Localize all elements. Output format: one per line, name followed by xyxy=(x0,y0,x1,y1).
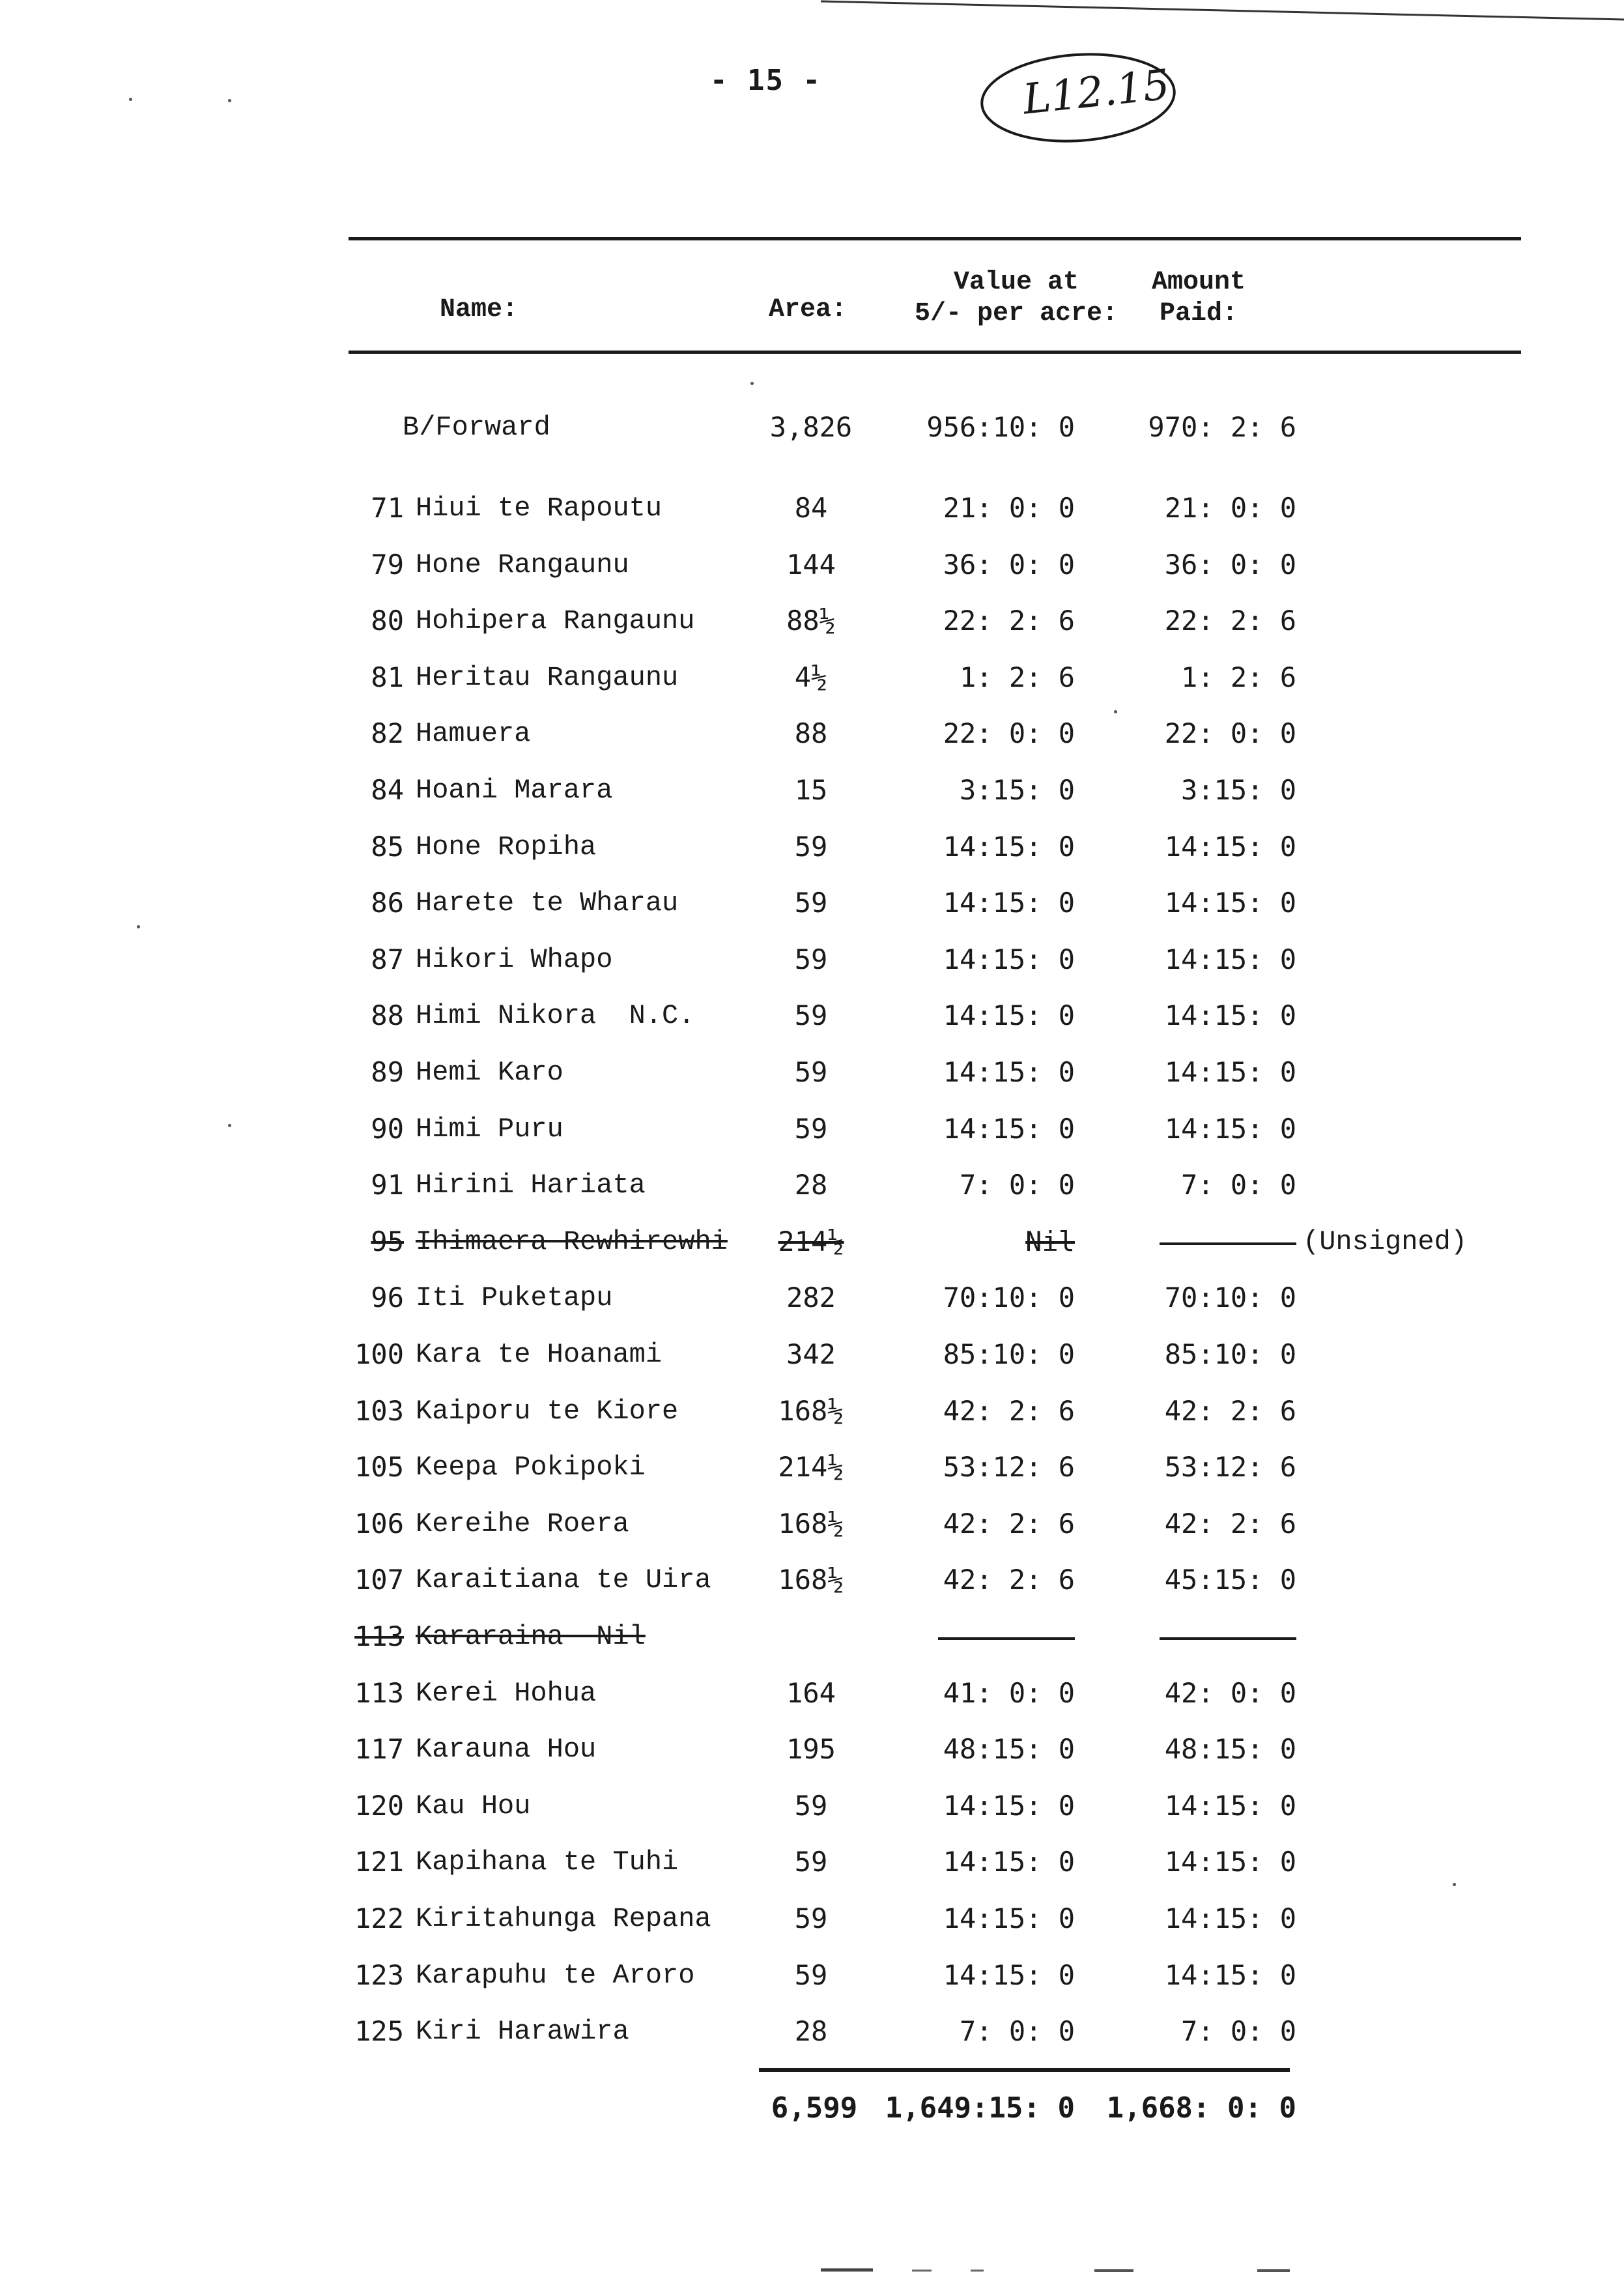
table-row xyxy=(0,1901,1624,1946)
row-value: 53:12: 6 xyxy=(943,1451,1075,1483)
scan-speck xyxy=(137,925,140,928)
row-number: 85 xyxy=(371,831,404,863)
row-paid: 42: 2: 6 xyxy=(1164,1508,1296,1540)
row-area: 168½ xyxy=(778,1564,844,1596)
row-name: Karauna Hou xyxy=(416,1734,597,1765)
row-number: 105 xyxy=(354,1451,404,1483)
table-row xyxy=(0,490,1624,536)
row-value: 41: 0: 0 xyxy=(943,1677,1075,1709)
row-area: 88½ xyxy=(786,605,836,637)
row-paid: 45:15: 0 xyxy=(1164,1564,1296,1596)
row-name: Kau Hou xyxy=(416,1790,531,1822)
table-row xyxy=(0,715,1624,761)
row-area: 168½ xyxy=(778,1508,844,1540)
row-paid: 14:15: 0 xyxy=(1164,1790,1296,1822)
row-paid: 14:15: 0 xyxy=(1164,999,1296,1031)
row-number: 84 xyxy=(371,774,404,806)
table-row xyxy=(0,1111,1624,1156)
row-value: 7: 0: 0 xyxy=(959,2015,1075,2047)
row-area: 59 xyxy=(794,887,828,919)
forward-label: B/Forward xyxy=(403,412,550,443)
table-row xyxy=(0,1224,1624,1269)
row-number: 117 xyxy=(354,1733,404,1765)
row-paid: 7: 0: 0 xyxy=(1180,1169,1296,1201)
dash-line xyxy=(1107,1224,1296,1260)
row-value: 36: 0: 0 xyxy=(943,549,1075,581)
table-row xyxy=(0,772,1624,818)
table-row xyxy=(0,1449,1624,1495)
table-row xyxy=(0,885,1624,930)
row-number: 107 xyxy=(354,1564,404,1596)
row-value: 22: 2: 6 xyxy=(943,605,1075,637)
row-value: 3:15: 0 xyxy=(959,774,1075,806)
table-row xyxy=(0,1336,1624,1382)
row-number: 106 xyxy=(354,1508,404,1540)
row-name: Harete te Wharau xyxy=(416,887,679,919)
row-number: 122 xyxy=(354,1902,404,1934)
row-name: Iti Puketapu xyxy=(416,1282,613,1313)
row-number: 125 xyxy=(354,2015,404,2047)
table-row xyxy=(0,659,1624,705)
table-row xyxy=(0,1731,1624,1777)
row-name: Hone Ropiha xyxy=(416,831,597,863)
row-number: 91 xyxy=(371,1169,404,1201)
row-value: 85:10: 0 xyxy=(943,1338,1075,1370)
row-name: Hikori Whapo xyxy=(416,944,613,975)
row-name: Himi Puru xyxy=(416,1113,563,1145)
row-name: Hemi Karo xyxy=(416,1057,563,1088)
row-number: 88 xyxy=(371,999,404,1031)
table-row xyxy=(0,941,1624,987)
row-paid: 14:15: 0 xyxy=(1164,943,1296,975)
table-row xyxy=(0,1957,1624,2003)
row-name: Hiui te Rapoutu xyxy=(416,493,662,524)
row-area: 4½ xyxy=(794,661,828,693)
table-top-rule xyxy=(349,237,1521,240)
row-area: 144 xyxy=(786,549,836,581)
row-paid: 22: 2: 6 xyxy=(1164,605,1296,637)
forward-area: 3,826 xyxy=(769,411,853,443)
header-value: Value at 5/- per acre: xyxy=(914,268,1118,328)
row-area: 59 xyxy=(794,831,828,863)
row-paid: 14:15: 0 xyxy=(1164,831,1296,863)
table-row xyxy=(0,1280,1624,1325)
row-value: 21: 0: 0 xyxy=(943,492,1075,524)
table-row xyxy=(0,997,1624,1043)
table-row xyxy=(0,1506,1624,1551)
row-number: 113 xyxy=(354,1677,404,1709)
table-header-rule xyxy=(349,351,1521,354)
row-name: Heritau Rangaunu xyxy=(416,662,679,693)
table-row xyxy=(0,547,1624,592)
row-area: 84 xyxy=(794,492,828,524)
row-value: 14:15: 0 xyxy=(943,831,1075,863)
dash-line xyxy=(886,1618,1075,1655)
row-area: 88 xyxy=(794,717,828,749)
row-value: 14:15: 0 xyxy=(943,887,1075,919)
row-value: 14:15: 0 xyxy=(943,1902,1075,1934)
row-name: Himi Nikora N.C. xyxy=(416,1000,695,1031)
table-row xyxy=(0,1393,1624,1439)
row-name: Kararaina Nil xyxy=(416,1621,646,1652)
row-value: 1: 2: 6 xyxy=(959,661,1075,693)
row-name: Kapihana te Tuhi xyxy=(416,1846,679,1878)
row-area: 15 xyxy=(794,774,828,806)
row-value: 14:15: 0 xyxy=(943,943,1075,975)
table-row xyxy=(0,1167,1624,1212)
page-number: - 15 - xyxy=(710,64,821,97)
scan-speck xyxy=(1114,710,1117,713)
row-value: 22: 0: 0 xyxy=(943,717,1075,749)
row-value: 14:15: 0 xyxy=(943,1959,1075,1991)
row-paid: 42: 2: 6 xyxy=(1164,1395,1296,1427)
row-value: 48:15: 0 xyxy=(943,1733,1075,1765)
row-name: Kiritahunga Repana xyxy=(416,1903,711,1934)
row-value: 14:15: 0 xyxy=(943,1113,1075,1145)
row-value: 14:15: 0 xyxy=(943,1056,1075,1088)
scan-speck xyxy=(129,98,132,101)
row-number: 86 xyxy=(371,887,404,919)
row-name: Karaitiana te Uira xyxy=(416,1564,711,1596)
row-area: 282 xyxy=(786,1282,836,1313)
row-value: 70:10: 0 xyxy=(943,1282,1075,1313)
row-name: Kara te Hoanami xyxy=(416,1339,662,1370)
header-name: Name: xyxy=(439,295,519,324)
row-value: 14:15: 0 xyxy=(943,999,1075,1031)
reference-mark: L12.15 xyxy=(1020,61,1172,124)
row-value: 14:15: 0 xyxy=(943,1790,1075,1822)
row-number: 90 xyxy=(371,1113,404,1145)
row-area: 214½ xyxy=(778,1451,844,1483)
row-paid: 14:15: 0 xyxy=(1164,887,1296,919)
row-name: Kerei Hohua xyxy=(416,1678,597,1709)
row-area: 59 xyxy=(794,1790,828,1822)
row-paid: 14:15: 0 xyxy=(1164,1113,1296,1145)
row-area: 214½ xyxy=(778,1226,844,1257)
row-paid: 22: 0: 0 xyxy=(1164,717,1296,749)
row-value: 42: 2: 6 xyxy=(943,1395,1075,1427)
total-value: 1,649:15: 0 xyxy=(885,2091,1075,2125)
row-paid: 21: 0: 0 xyxy=(1164,492,1296,524)
header-area: Area: xyxy=(768,295,848,324)
row-name: Hohipera Rangaunu xyxy=(416,605,695,637)
row-name: Hone Rangaunu xyxy=(416,549,629,581)
row-number: 120 xyxy=(354,1790,404,1822)
row-number: 113 xyxy=(354,1620,404,1652)
row-value: 42: 2: 6 xyxy=(943,1508,1075,1540)
scan-speck xyxy=(750,382,754,385)
row-paid: 53:12: 6 xyxy=(1164,1451,1296,1483)
table-row xyxy=(0,2013,1624,2059)
row-number: 81 xyxy=(371,661,404,693)
row-paid: 14:15: 0 xyxy=(1164,1902,1296,1934)
row-number: 79 xyxy=(371,549,404,581)
row-paid: 14:15: 0 xyxy=(1164,1959,1296,1991)
row-paid: 36: 0: 0 xyxy=(1164,549,1296,581)
row-area: 59 xyxy=(794,1902,828,1934)
total-paid: 1,668: 0: 0 xyxy=(1106,2091,1296,2125)
forward-row xyxy=(0,409,1624,455)
table-row xyxy=(0,1054,1624,1100)
row-area: 168½ xyxy=(778,1395,844,1427)
table-row xyxy=(0,1844,1624,1889)
totals-row xyxy=(0,2091,1624,2137)
row-paid: 7: 0: 0 xyxy=(1180,2015,1296,2047)
row-name: Kereihe Roera xyxy=(416,1508,629,1540)
scan-speck xyxy=(1453,1883,1456,1886)
row-area: 59 xyxy=(794,1056,828,1088)
row-number: 80 xyxy=(371,605,404,637)
row-area: 59 xyxy=(794,943,828,975)
table-row xyxy=(0,603,1624,648)
table-row xyxy=(0,1562,1624,1607)
row-area: 28 xyxy=(794,2015,828,2047)
row-paid: 3:15: 0 xyxy=(1180,774,1296,806)
row-number: 100 xyxy=(354,1338,404,1370)
table-row xyxy=(0,1675,1624,1721)
row-name: Karapuhu te Aroro xyxy=(416,1960,695,1991)
row-area: 164 xyxy=(786,1677,836,1709)
dash-line xyxy=(1107,1618,1296,1655)
row-value: Nil xyxy=(1025,1226,1075,1257)
row-name: Hirini Hariata xyxy=(416,1169,646,1201)
footer-marks xyxy=(808,2266,1303,2275)
scan-speck xyxy=(228,99,231,102)
row-area: 59 xyxy=(794,1959,828,1991)
row-number: 96 xyxy=(371,1282,404,1313)
row-paid: 70:10: 0 xyxy=(1164,1282,1296,1313)
row-name: Hoani Marara xyxy=(416,775,613,806)
page-edge-line xyxy=(821,0,1624,26)
row-name: Kaiporu te Kiore xyxy=(416,1396,679,1427)
row-name: Kiri Harawira xyxy=(416,2016,629,2047)
row-paid: 14:15: 0 xyxy=(1164,1846,1296,1878)
table-row xyxy=(0,829,1624,874)
header-amount-paid: Amount Paid: xyxy=(1151,268,1246,328)
row-number: 95 xyxy=(371,1226,404,1257)
table-row xyxy=(0,1618,1624,1664)
row-area: 195 xyxy=(786,1733,836,1765)
total-area: 6,599 xyxy=(771,2091,858,2125)
row-number: 121 xyxy=(354,1846,404,1878)
row-number: 87 xyxy=(371,943,404,975)
totals-rule xyxy=(759,2068,1290,2072)
row-note: (Unsigned) xyxy=(1303,1226,1468,1257)
row-paid: 1: 2: 6 xyxy=(1180,661,1296,693)
row-number: 123 xyxy=(354,1959,404,1991)
row-paid: 85:10: 0 xyxy=(1164,1338,1296,1370)
row-name: Hamuera xyxy=(416,718,531,749)
row-paid: 48:15: 0 xyxy=(1164,1733,1296,1765)
scan-speck xyxy=(228,1124,231,1127)
row-area: 59 xyxy=(794,999,828,1031)
row-number: 82 xyxy=(371,717,404,749)
row-paid: 14:15: 0 xyxy=(1164,1056,1296,1088)
row-area: 342 xyxy=(786,1338,836,1370)
row-name: Keepa Pokipoki xyxy=(416,1452,646,1483)
row-name: Ihimaera Rewhirewhi xyxy=(416,1226,728,1257)
row-number: 89 xyxy=(371,1056,404,1088)
row-value: 42: 2: 6 xyxy=(943,1564,1075,1596)
row-paid: 42: 0: 0 xyxy=(1164,1677,1296,1709)
row-value: 14:15: 0 xyxy=(943,1846,1075,1878)
row-number: 71 xyxy=(371,492,404,524)
row-value: 7: 0: 0 xyxy=(959,1169,1075,1201)
row-area: 28 xyxy=(794,1169,828,1201)
table-row xyxy=(0,1788,1624,1833)
forward-value: 956:10: 0 xyxy=(926,411,1075,443)
row-area: 59 xyxy=(794,1846,828,1878)
forward-paid: 970: 2: 6 xyxy=(1148,411,1296,443)
row-area: 59 xyxy=(794,1113,828,1145)
row-number: 103 xyxy=(354,1395,404,1427)
